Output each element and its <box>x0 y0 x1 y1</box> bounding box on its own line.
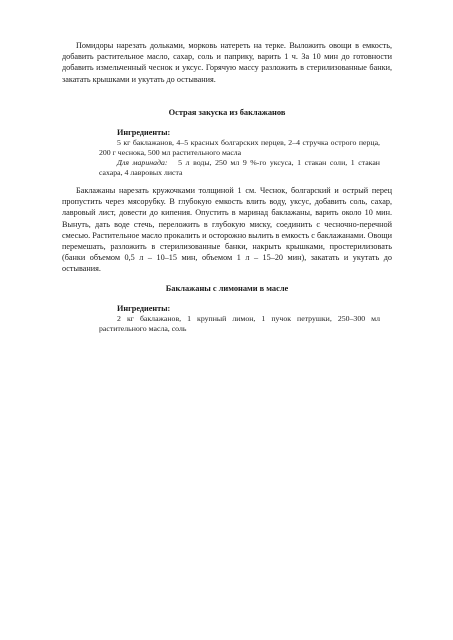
marinade-text: 5 л воды, 250 мл 9 %-го уксуса, 1 стакан соли, 1 стакан <box>178 158 380 167</box>
paragraph-tomatoes: Помидоры нарезать дольками, морковь натереть на терке. Выложить овощи в емкость, добавить растительное масло, сахар, соль и паприку, варить 1 ч. За 10 мин до готовности добавить измельченный чеснок и уксус. Горячую массу разложить в стерилизованные банки, закатать крышками и укутать до остывания. <box>62 41 392 84</box>
paragraph-eggplant-method: Баклажаны нарезать кружочками толщиной 1 см. Чеснок, болгарский и острый перец пропустить через мясорубку. В глубокую емкость влить воду, уксус, добавить соль, сахар, лавровый лист, довести до кипения. Опустить в маринад баклажаны, варить около 10 мин. Вынуть, дать воде стечь, переложить в глубокую миску, соединить с чесночно-перечной смесью. Растительное масло прокалить и осторожно вылить в емкость с баклажанами. Овощи перемешать, разложить в стерилизованные банки, накрыть крышками, простерилизовать (банки объемом 0,5 л – 10–15 мин, объемом 1 л – 15–20 мин), закатать и укутать до остывания. <box>62 186 392 274</box>
ingredients-label: Ингредиенты: <box>117 128 171 137</box>
ingredients-line: сахара, 4 лавровых листа <box>99 168 183 177</box>
ingredients-line: 2 кг баклажанов, 1 крупный лимон, 1 пучок петрушки, 250–300 мл <box>117 314 380 323</box>
marinade-label: Для маринада: <box>117 158 168 167</box>
ingredients-line: растительного масла, соль <box>99 324 187 333</box>
ingredients-list <box>99 138 380 178</box>
ingredients-line: 200 г чеснока, 500 мл растительного масла <box>99 148 242 157</box>
marinade-line <box>99 158 380 168</box>
ingredients-list <box>99 314 380 334</box>
ingredients-label: Ингредиенты: <box>117 304 171 313</box>
recipe-title-eggplant-lemon: Баклажаны с лимонами в масле <box>165 284 289 293</box>
recipe-title-spicy-eggplant: Острая закуска из баклажанов <box>168 108 286 117</box>
ingredients-line: 5 кг баклажанов, 4–5 красных болгарских перцев, 2–4 стручка острого перца, <box>117 138 380 147</box>
